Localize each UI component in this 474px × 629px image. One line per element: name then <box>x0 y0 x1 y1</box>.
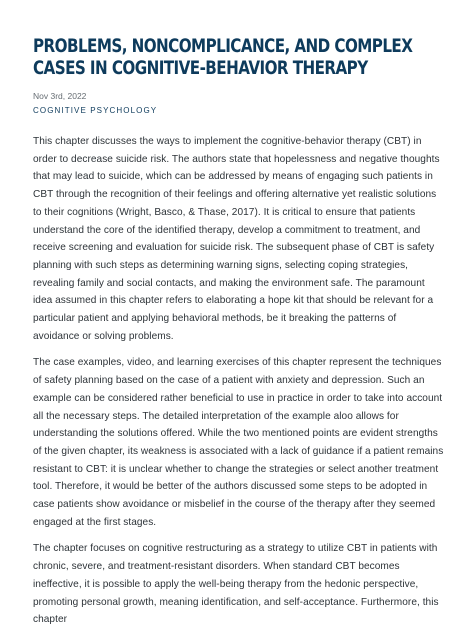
article-paragraph-3: The chapter focuses on cognitive restructuring as a strategy to utilize CBT in patients with chronic, severe, and treatment-resistant disorders. When standard CBT becomes ineffective, it is possible to apply the well-being therapy from the hedonic perspective, promoting personal growth, meaning identification, and self-acceptance. Furthermore, this chapter <box>33 543 439 626</box>
article-paragraph-1: This chapter discusses the ways to implement the cognitive-behavior therapy (CBT) in order to decrease suicide risk. The authors state that hopelessness and negative thoughts that may lead to suicide, which can be addressed by means of engaging such patients in CBT through the recognition of their feelings and offering alternative yet realistic solutions to their cognitions (Wright, Basco, & Thase, 2017). It is critical to ensure that patients understand the core of the identified therapy, develop a commitment to treatment, and receive screening and evaluation for suicide risk. The subsequent phase of CBT is safety planning with such steps as determining warning signs, selecting coping strategies, revealing family and social contacts, and making the environment safe. The paramount idea assumed in this chapter refers to elaborating a hope kit that should be relevant for a particular patient and applying behavioral methods, be it breaking the patterns of avoidance or solving problems. <box>33 136 440 342</box>
article-category: COGNITIVE PSYCHOLOGY <box>33 106 158 115</box>
article-body <box>33 133 445 629</box>
article-date: Nov 3rd, 2022 <box>33 91 87 101</box>
article-title-line-2: CASES IN COGNITIVE-BEHAVIOR THERAPY <box>33 58 368 79</box>
article-paragraph-2: The case examples, video, and learning exercises of this chapter represent the techniques of safety planning based on the case of a patient with anxiety and depression. Such an example can be considered rather beneficial to use in practice in order to take into account all the necessary steps. The detailed interpretation of the example aloo allows for understanding the solutions offered. While the two mentioned points are evident strengths of the given chapter, its weakness is associated with a lack of guidance if a patient remains resistant to CBT: it is unclear whether to change the strategies or select another treatment tool. Therefore, it would be better of the authors discussed some steps to be adopted in case patients show avoidance or misbelief in the course of the therapy after they seemed engaged at the first stages. <box>33 357 444 528</box>
article-title-line-1: PROBLEMS, NONCOMPLICANCE, AND COMPLEX <box>33 36 413 57</box>
article-title <box>33 36 443 80</box>
